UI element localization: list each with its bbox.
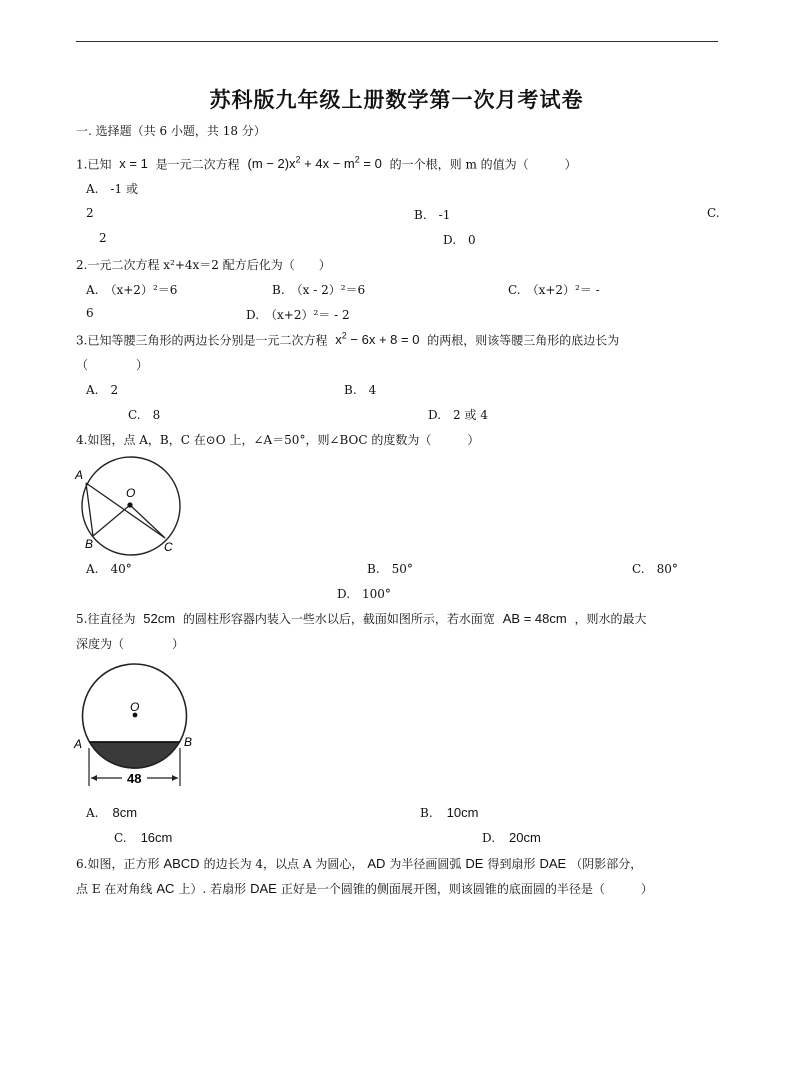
q1-post: 的一个根，则 m 的值为（ ） [389,157,577,172]
q4-circle-figure [74,456,194,558]
label-a: A [75,468,84,482]
label-b: B [85,537,94,551]
q3-equation: $x^2 - 6x + 8 = 0$ [335,331,420,348]
label-c: C [164,540,173,554]
q5-mid: 的圆柱形容器内装入一些水以后，截面如图所示，若水面宽 [182,612,495,626]
q2-option-a: A. （x+2）²＝6 [86,283,178,297]
q2-option-c-cont: 6 [86,306,94,320]
q4-option-b: B. 50° [367,562,413,576]
label-a: A [74,737,83,751]
q3-answer-paren: （ ） [76,358,149,372]
label-o: O [126,486,136,500]
q1-pre: 1.已知 [76,157,112,172]
water-region [89,742,180,769]
label-width: 48 [127,771,142,786]
label-b: B [184,735,193,749]
question-3-stem [76,331,619,348]
q1-option-c-cont: 2 [99,231,107,245]
label-o: O [130,700,140,714]
q1-option-c: C. [707,206,720,220]
q1-option-d: D. 0 [443,233,476,247]
page-title: 苏科版九年级上册数学第一次月考试卷 [209,87,584,112]
q1-mid: 是一元二次方程 [155,157,240,172]
q5-pre: 5.往直径为 [76,612,136,626]
q1-option-a-cont: 2 [86,206,94,220]
question-4-stem: 4.如图，点 A，B，C 在⊙O 上，∠A＝50°，则∠BOC 的度数为（ ） [76,433,480,447]
q5-diameter: 52cm [143,611,176,626]
q1-option-a: A. -1 或 [86,182,138,196]
question-6-line-1: 6.如图，正方形 ABCD 的边长为 4，以点 A 为圆心， AD 为半径画圆弧 DE 得到扇形 DAE （阴影部分， [76,856,643,871]
question-5-stem [76,610,647,627]
q2-option-c: C. （x+2）²＝ - [508,283,600,297]
q3-pre: 3.已知等腰三角形的两边长分别是一元二次方程 [76,333,328,348]
q4-option-d: D. 100° [337,587,391,601]
q2-option-d: D. （x+2）²＝ - 2 [246,308,350,322]
q1-condition: x = 1 [119,156,148,172]
q1-option-b: B. -1 [414,208,451,222]
q5-line-2: 深度为（ ） [76,637,185,651]
question-6-line-2: 点 E 在对角线 AC 上）. 若扇形 DAE 正好是一个圆锥的侧面展开图，则该圆锥的底面圆的半径是（ ） [76,881,653,896]
q5-cylinder-figure [72,660,198,788]
question-2-stem: 2.一元二次方程 x²+4x＝2 配方后化为（ ） [76,258,331,272]
radius-oc [130,505,165,538]
q5-option-d: D. 20cm [482,830,541,845]
q5-option-a: A. 8cm [86,805,138,820]
q3-option-d: D. 2 或 4 [428,408,488,422]
q3-option-c: C. 8 [128,408,161,422]
q5-post: ，则水的最大 [574,612,647,626]
dim-arrow-left [91,775,97,781]
q5-option-b: B. 10cm [420,805,479,820]
center-point [127,502,132,507]
q5-ab: AB = 48cm [502,611,567,626]
q3-option-b: B. 4 [344,383,377,397]
q3-option-a: A. 2 [86,383,119,397]
q3-post: 的两根，则该等腰三角形的底边长为 [427,333,620,348]
header-rule [76,41,718,42]
section-heading: 一. 选择题（共 6 小题，共 18 分） [76,124,266,138]
dim-arrow-right [172,775,178,781]
q4-option-a: A. 40° [86,562,132,576]
q1-equation: $(m - 2)x^2 + 4x - m^2 = 0$ [247,155,382,172]
q4-option-c: C. 80° [632,562,678,576]
q2-option-b: B. （x - 2）²＝6 [272,283,366,297]
q5-option-c: C. 16cm [114,830,173,845]
radius-ob [93,505,130,536]
question-1-stem [76,155,577,172]
